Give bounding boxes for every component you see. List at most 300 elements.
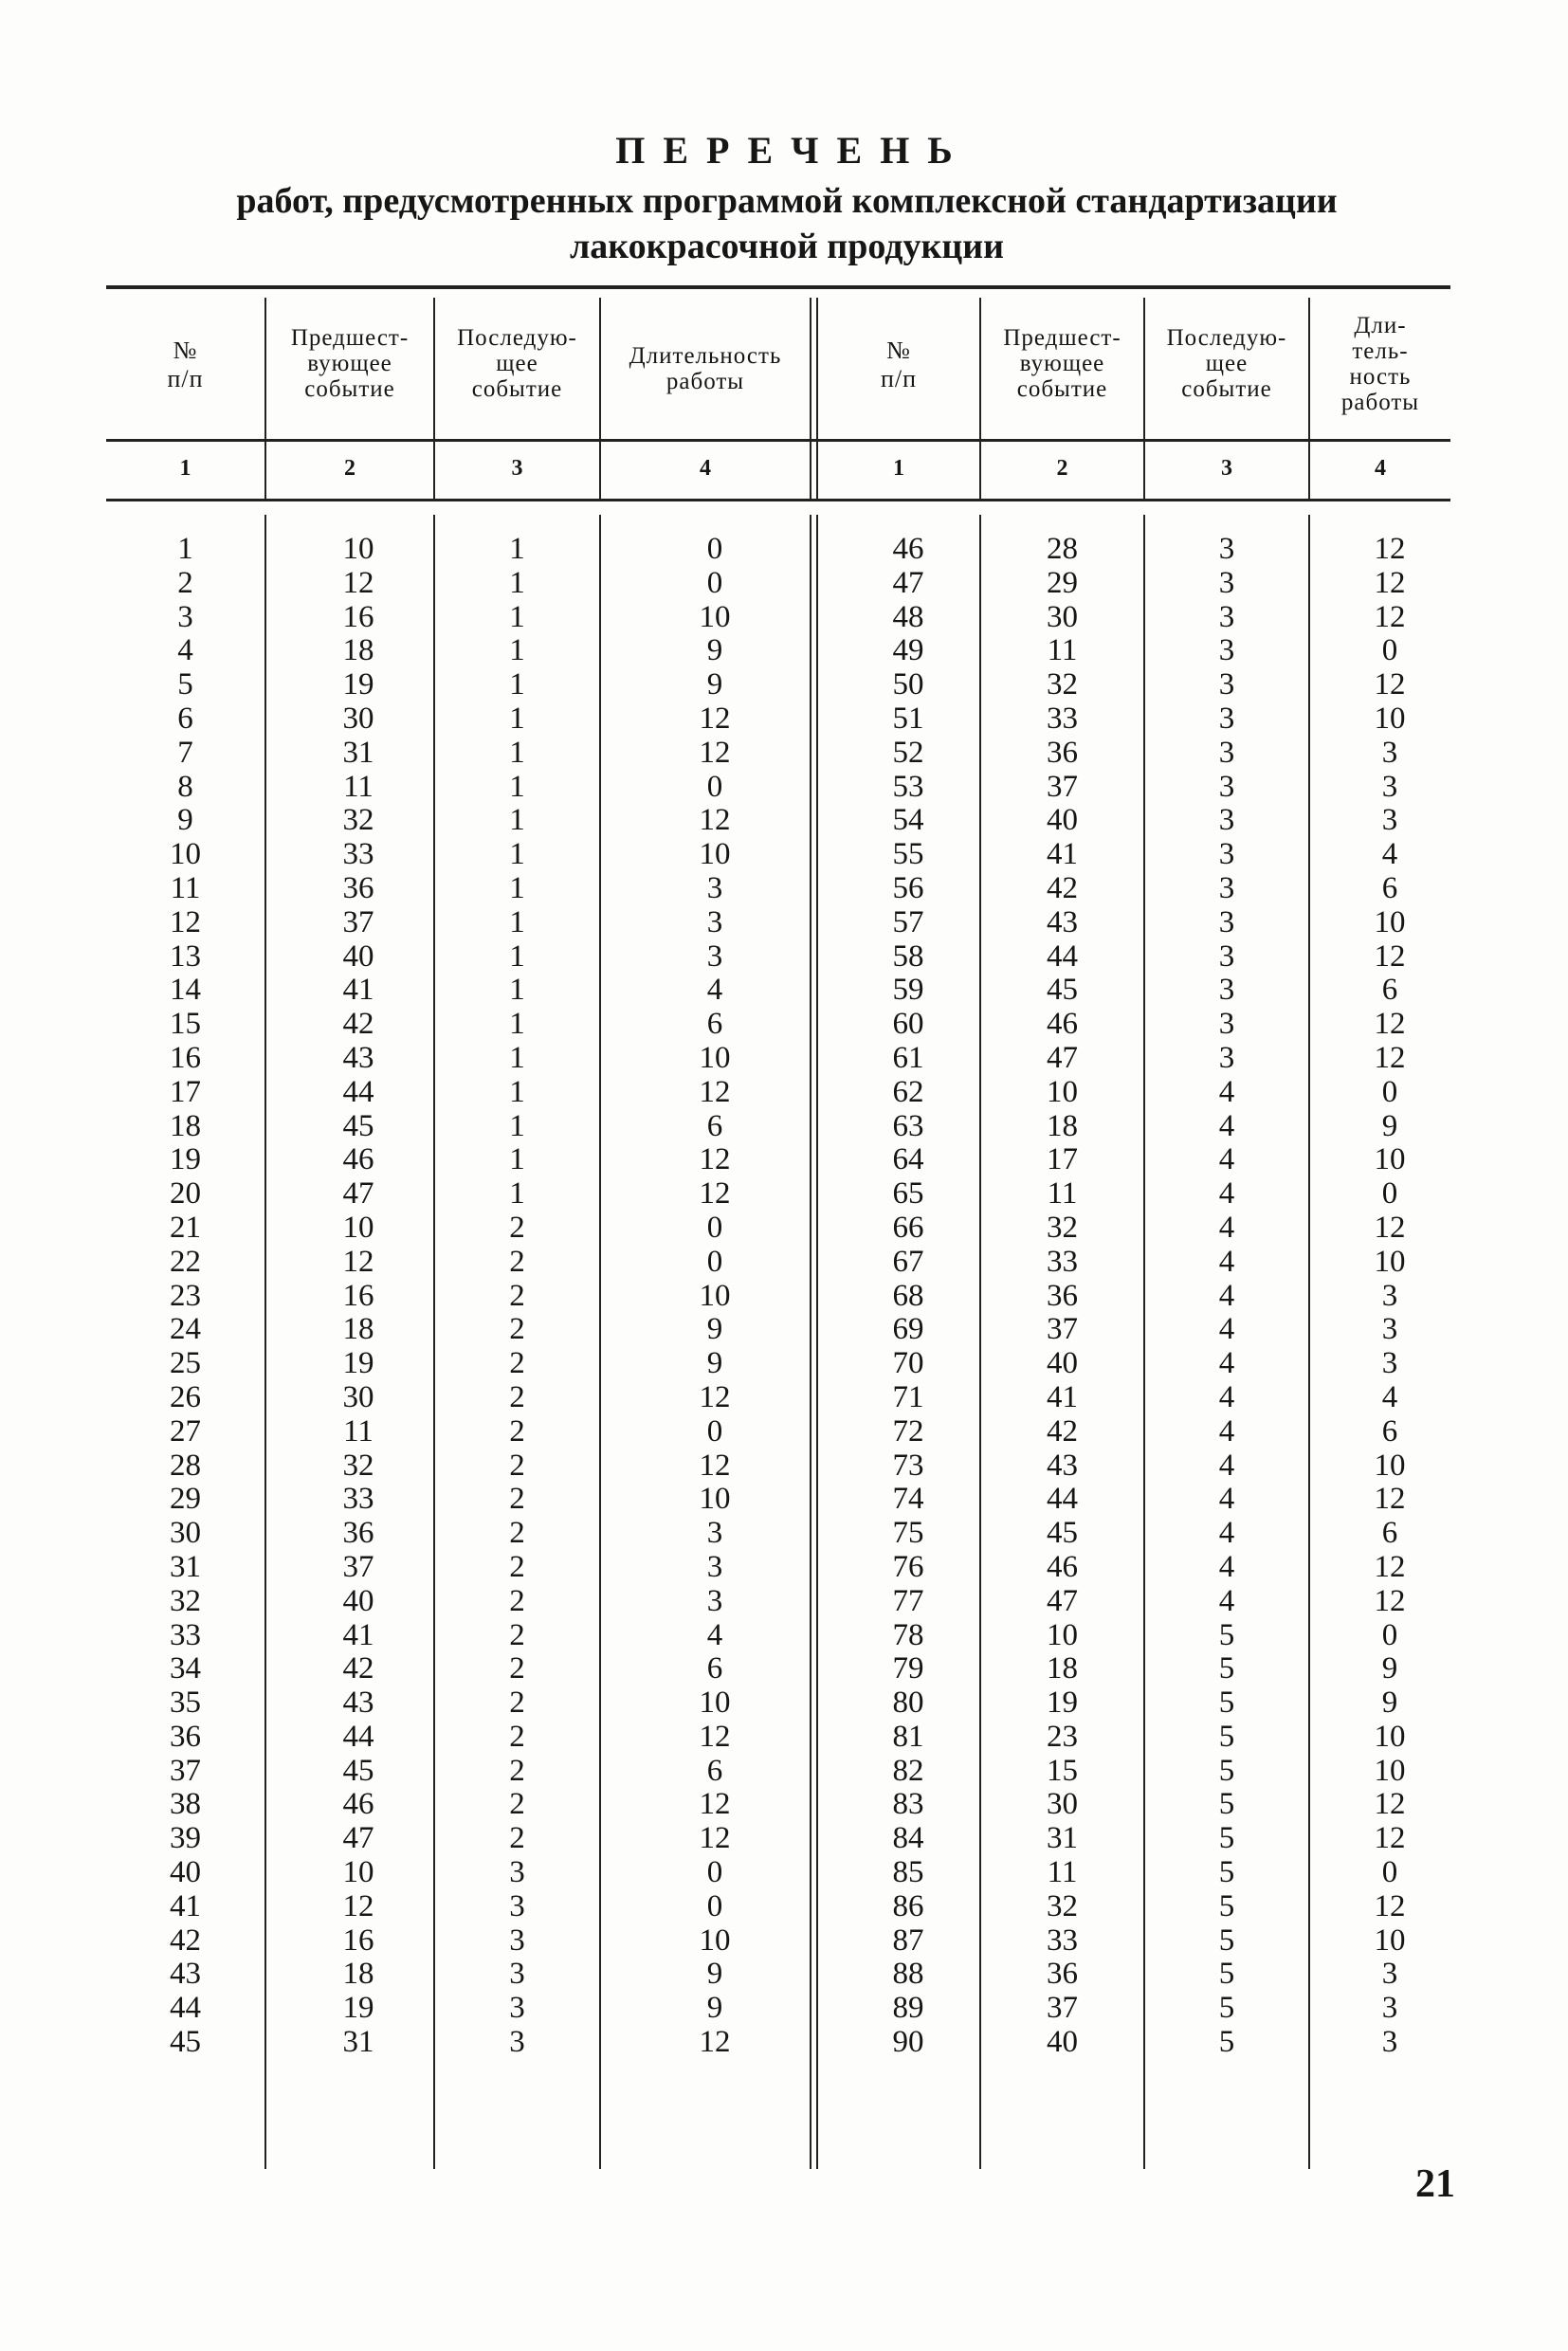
table-cell: 4	[1218, 1448, 1235, 1483]
table-cell: 41	[170, 1888, 201, 1923]
table-cell: 74	[892, 1482, 924, 1517]
table-cell: 40	[1047, 803, 1078, 838]
table-cell: 46	[1047, 1007, 1078, 1042]
table-cell: 3	[1218, 939, 1235, 974]
column-number: 4	[700, 456, 711, 481]
table-cell: 3	[1218, 701, 1235, 736]
table-cell: 0	[706, 1888, 723, 1923]
table-cell: 23	[1047, 1719, 1078, 1754]
table-cell: 40	[1047, 1346, 1078, 1381]
table-cell: 4	[1218, 1244, 1235, 1279]
table-cell: 3	[1218, 633, 1235, 668]
table-cell: 3	[1218, 973, 1235, 1008]
column-next-left	[435, 533, 599, 2060]
table-cell: 13	[170, 939, 201, 974]
table-cell: 10	[699, 1482, 731, 1517]
table-cell: 41	[1047, 837, 1078, 872]
table-cell: 41	[342, 973, 374, 1008]
table-cell: 78	[892, 1617, 924, 1652]
table-cell: 46	[892, 532, 924, 566]
table-cell: 12	[699, 1448, 731, 1483]
table-cell: 12	[170, 904, 201, 939]
table-cell: 4	[1218, 1312, 1235, 1347]
table-cell: 6	[706, 1007, 723, 1042]
table-cell: 32	[1047, 1210, 1078, 1245]
table-cell: 57	[892, 904, 924, 939]
table-cell: 11	[1047, 1855, 1078, 1890]
table-cell: 48	[892, 599, 924, 634]
table-cell: 2	[509, 1787, 525, 1822]
table-cell: 3	[1381, 735, 1398, 770]
column-next-right	[1145, 533, 1308, 2060]
header-no-left	[106, 337, 264, 393]
table-cell: 79	[892, 1651, 924, 1686]
table-cell: 9	[1381, 1686, 1398, 1721]
table-cell: 2	[509, 1821, 525, 1856]
table-cell: 32	[342, 1448, 374, 1483]
table-cell: 5	[1218, 1957, 1235, 1992]
table-cell: 43	[342, 1686, 374, 1721]
table-cell: 73	[892, 1448, 924, 1483]
table-cell: 10	[1374, 1244, 1406, 1279]
table-cell: 28	[1047, 532, 1078, 566]
table-cell: 50	[892, 667, 924, 702]
table-cell: 49	[892, 633, 924, 668]
table-cell: 3	[1381, 2025, 1398, 2060]
table-cell: 4	[706, 973, 723, 1008]
table-cell: 5	[1218, 1855, 1235, 1890]
column-number: 2	[1056, 456, 1068, 481]
table-cell: 5	[1218, 1888, 1235, 1923]
table-cell: 3	[509, 2025, 525, 2060]
table-cell: 36	[1047, 735, 1078, 770]
table-cell: 70	[892, 1346, 924, 1381]
table-cell: 12	[699, 1787, 731, 1822]
table-cell: 33	[1047, 1923, 1078, 1958]
table-cell: 36	[170, 1719, 201, 1754]
header-line: вующее	[307, 351, 392, 376]
table-cell: 12	[1374, 532, 1406, 566]
table-cell: 64	[892, 1142, 924, 1177]
table-cell: 10	[342, 532, 374, 566]
table-cell: 36	[342, 870, 374, 905]
table-cell: 36	[1047, 1957, 1078, 1992]
header-line: событие	[304, 376, 395, 402]
table-cell: 5	[177, 667, 193, 702]
numbers-bottom-rule	[106, 499, 1450, 501]
table-cell: 32	[342, 803, 374, 838]
column-number: 4	[1375, 456, 1386, 481]
table-cell: 10	[699, 1686, 731, 1721]
table-cell: 24	[170, 1312, 201, 1347]
table-cell: 3	[1218, 1040, 1235, 1075]
table-cell: 6	[706, 1753, 723, 1788]
table-cell: 33	[1047, 1244, 1078, 1279]
header-prev-event-left	[266, 325, 433, 402]
table-cell: 46	[1047, 1549, 1078, 1584]
table-cell: 1	[509, 973, 525, 1008]
table-cell: 40	[342, 1583, 374, 1618]
table-cell: 44	[1047, 1482, 1078, 1517]
table-cell: 26	[170, 1379, 201, 1414]
table-cell: 12	[1374, 1007, 1406, 1042]
table-cell: 30	[1047, 1787, 1078, 1822]
table-cell: 31	[1047, 1821, 1078, 1856]
table-cell: 15	[1047, 1753, 1078, 1788]
table-cell: 2	[509, 1583, 525, 1618]
table-cell: 5	[1218, 1686, 1235, 1721]
table-cell: 4	[1218, 1549, 1235, 1584]
table-cell: 19	[342, 1991, 374, 2026]
table-cell: 6	[706, 1651, 723, 1686]
table-cell: 1	[509, 1108, 525, 1143]
table-cell: 10	[699, 1278, 731, 1313]
table-cell: 43	[1047, 1448, 1078, 1483]
table-cell: 37	[342, 904, 374, 939]
table-cell: 45	[170, 2025, 201, 2060]
table-cell: 3	[509, 1888, 525, 1923]
table-cell: 44	[1047, 939, 1078, 974]
table-cell: 2	[509, 1753, 525, 1788]
table-cell: 12	[1374, 1787, 1406, 1822]
table-cell: 12	[1374, 667, 1406, 702]
table-cell: 0	[706, 1413, 723, 1449]
table-cell: 43	[1047, 904, 1078, 939]
table-cell: 0	[706, 1210, 723, 1245]
table-cell: 0	[706, 1244, 723, 1279]
table-cell: 42	[1047, 870, 1078, 905]
page-number: 21	[1415, 2162, 1455, 2206]
column-number: 3	[511, 456, 523, 481]
header-no-right	[818, 337, 979, 393]
column-duration-right	[1310, 533, 1469, 2060]
table-cell: 11	[343, 769, 374, 804]
table-cell: 44	[170, 1991, 201, 2026]
column-duration-left	[611, 533, 819, 2060]
table-cell: 4	[1218, 1516, 1235, 1551]
table-cell: 3	[1381, 1346, 1398, 1381]
table-cell: 12	[699, 1074, 731, 1109]
table-cell: 60	[892, 1007, 924, 1042]
table-cell: 5	[1218, 1923, 1235, 1958]
table-cell: 12	[1374, 599, 1406, 634]
table-cell: 81	[892, 1719, 924, 1754]
number-sign: №	[886, 337, 911, 364]
table-cell: 1	[509, 1007, 525, 1042]
table-cell: 12	[1374, 1040, 1406, 1075]
table-cell: 4	[1218, 1210, 1235, 1245]
table-cell: 71	[892, 1379, 924, 1414]
table-cell: 1	[177, 532, 193, 566]
header-line: Предшест-	[1003, 325, 1121, 351]
table-cell: 85	[892, 1855, 924, 1890]
header-line: тель-	[1352, 338, 1409, 364]
table-cell: 36	[342, 1516, 374, 1551]
table-cell: 12	[699, 1142, 731, 1177]
table-cell: 12	[699, 803, 731, 838]
table-cell: 42	[342, 1007, 374, 1042]
table-cell: 1	[509, 633, 525, 668]
table-cell: 2	[177, 565, 193, 600]
table-cell: 8	[177, 769, 193, 804]
table-cell: 3	[1218, 599, 1235, 634]
header-line: событие	[471, 376, 563, 402]
table-cell: 10	[170, 837, 201, 872]
table-cell: 69	[892, 1312, 924, 1347]
table-cell: 5	[1218, 1991, 1235, 2026]
table-cell: 3	[1381, 769, 1398, 804]
table-cell: 30	[342, 701, 374, 736]
table-cell: 32	[1047, 667, 1078, 702]
header-line: Дли-	[1354, 313, 1407, 338]
table-cell: 45	[1047, 1516, 1078, 1551]
table-cell: 3	[1218, 565, 1235, 600]
table-cell: 19	[1047, 1686, 1078, 1721]
table-cell: 33	[342, 1482, 374, 1517]
table-cell: 47	[342, 1821, 374, 1856]
table-cell: 21	[170, 1210, 201, 1245]
column-no-right	[828, 533, 989, 2060]
table-cell: 2	[509, 1379, 525, 1414]
table-cell: 10	[699, 1040, 731, 1075]
table-cell: 20	[170, 1176, 201, 1212]
table-cell: 82	[892, 1753, 924, 1788]
table-cell: 40	[1047, 2025, 1078, 2060]
header-line: ность	[1349, 364, 1412, 390]
column-number: 1	[179, 456, 191, 481]
table-cell: 18	[1047, 1108, 1078, 1143]
table-cell: 4	[1218, 1074, 1235, 1109]
column-prev-right	[981, 533, 1143, 2060]
table-cell: 37	[1047, 1991, 1078, 2026]
table-cell: 46	[342, 1787, 374, 1822]
table-cell: 11	[1047, 1176, 1078, 1212]
header-line: вующее	[1019, 351, 1105, 376]
table-cell: 10	[1374, 1923, 1406, 1958]
table-cell: 40	[342, 939, 374, 974]
table-cell: 5	[1218, 1651, 1235, 1686]
header-line: Предшест-	[290, 325, 410, 351]
header-prev-event-right	[981, 325, 1143, 402]
table-cell: 15	[170, 1007, 201, 1042]
table-cell: 12	[699, 701, 731, 736]
table-cell: 4	[1381, 1379, 1398, 1414]
table-cell: 45	[342, 1108, 374, 1143]
table-cell: 12	[699, 1176, 731, 1212]
table-cell: 10	[1374, 1753, 1406, 1788]
table-cell: 31	[342, 2025, 374, 2060]
table-cell: 2	[509, 1617, 525, 1652]
table-cell: 2	[509, 1244, 525, 1279]
table-cell: 2	[509, 1719, 525, 1754]
table-cell: 36	[1047, 1278, 1078, 1313]
table-cell: 5	[1218, 1617, 1235, 1652]
table-cell: 4	[1218, 1583, 1235, 1618]
table-cell: 10	[1047, 1617, 1078, 1652]
table-cell: 12	[1374, 1549, 1406, 1584]
table-cell: 17	[1047, 1142, 1078, 1177]
header-line: щее	[1205, 351, 1249, 376]
table-cell: 6	[706, 1108, 723, 1143]
table-cell: 47	[892, 565, 924, 600]
table-cell: 45	[1047, 973, 1078, 1008]
table-cell: 58	[892, 939, 924, 974]
table-cell: 37	[1047, 769, 1078, 804]
table-cell: 54	[892, 803, 924, 838]
table-cell: 5	[1218, 1787, 1235, 1822]
table-cell: 32	[170, 1583, 201, 1618]
table-cell: 0	[1381, 1617, 1398, 1652]
table-cell: 47	[1047, 1583, 1078, 1618]
table-cell: 44	[342, 1074, 374, 1109]
table-cell: 0	[1381, 633, 1398, 668]
table-cell: 66	[892, 1210, 924, 1245]
table-cell: 2	[509, 1651, 525, 1686]
table-cell: 9	[1381, 1108, 1398, 1143]
table-cell: 10	[699, 837, 731, 872]
table-cell: 2	[509, 1210, 525, 1245]
table-cell: 12	[699, 2025, 731, 2060]
table-cell: 2	[509, 1482, 525, 1517]
header-line: работы	[665, 369, 745, 394]
header-duration-left	[601, 343, 810, 394]
table-cell: 2	[509, 1413, 525, 1449]
table-cell: 87	[892, 1923, 924, 1958]
table-cell: 5	[1218, 1719, 1235, 1754]
table-cell: 12	[699, 1821, 731, 1856]
number-sign: №	[173, 337, 198, 364]
table-cell: 4	[1218, 1482, 1235, 1517]
header-line: Длительность	[629, 343, 782, 369]
table-cell: 12	[1374, 1583, 1406, 1618]
table-cell: 16	[170, 1040, 201, 1075]
table-cell: 1	[509, 701, 525, 736]
subtitle-line-1: работ, предусмотренных программой комплексной стандартизации	[236, 181, 1338, 221]
table-cell: 3	[509, 1923, 525, 1958]
table-cell: 4	[177, 633, 193, 668]
table-cell: 9	[706, 633, 723, 668]
table-cell: 56	[892, 870, 924, 905]
table-cell: 9	[706, 667, 723, 702]
table-cell: 33	[342, 837, 374, 872]
table-cell: 3	[1218, 532, 1235, 566]
table-cell: 9	[706, 1312, 723, 1347]
table-cell: 2	[509, 1516, 525, 1551]
table-cell: 10	[342, 1210, 374, 1245]
table-cell: 9	[1381, 1651, 1398, 1686]
table-cell: 18	[342, 1312, 374, 1347]
column-divider	[599, 515, 601, 2169]
table-cell: 5	[1218, 2025, 1235, 2060]
table-cell: 55	[892, 837, 924, 872]
column-number: 1	[893, 456, 904, 481]
table-cell: 45	[342, 1753, 374, 1788]
table-cell: 3	[1381, 1957, 1398, 1992]
table-cell: 2	[509, 1549, 525, 1584]
table-cell: 4	[706, 1617, 723, 1652]
table-cell: 88	[892, 1957, 924, 1992]
table-cell: 42	[1047, 1413, 1078, 1449]
table-cell: 25	[170, 1346, 201, 1381]
header-line: событие	[1016, 376, 1108, 402]
table-cell: 43	[170, 1957, 201, 1992]
table-cell: 3	[706, 1583, 723, 1618]
table-cell: 6	[177, 701, 193, 736]
table-cell: 32	[1047, 1888, 1078, 1923]
header-line: Последую-	[1166, 325, 1287, 351]
table-cell: 3	[177, 599, 193, 634]
subtitle-line-2: лакокрасочной продукции	[569, 227, 1005, 266]
table-cell: 3	[1218, 769, 1235, 804]
table-cell: 33	[1047, 701, 1078, 736]
table-cell: 0	[706, 565, 723, 600]
header-line: Последую-	[457, 325, 577, 351]
header-next-event-left	[435, 325, 599, 402]
table-cell: 9	[706, 1346, 723, 1381]
table-cell: 37	[342, 1549, 374, 1584]
table-cell: 12	[1374, 1888, 1406, 1923]
table-cell: 10	[1374, 701, 1406, 736]
table-cell: 4	[1381, 837, 1398, 872]
table-cell: 3	[1218, 837, 1235, 872]
table-cell: 10	[1374, 904, 1406, 939]
table-cell: 0	[706, 532, 723, 566]
table-cell: 65	[892, 1176, 924, 1212]
table-cell: 2	[509, 1278, 525, 1313]
table-cell: 9	[706, 1991, 723, 2026]
table-cell: 22	[170, 1244, 201, 1279]
table-cell: 3	[1381, 1991, 1398, 2026]
table-cell: 4	[1218, 1176, 1235, 1212]
table-cell: 0	[706, 1855, 723, 1890]
table-cell: 12	[699, 1379, 731, 1414]
table-cell: 28	[170, 1448, 201, 1483]
table-cell: 1	[509, 769, 525, 804]
table-cell: 1	[509, 939, 525, 974]
table-cell: 11	[343, 1413, 374, 1449]
table-cell: 1	[509, 1176, 525, 1212]
table-cell: 3	[1218, 904, 1235, 939]
table-cell: 90	[892, 2025, 924, 2060]
table-cell: 0	[1381, 1176, 1398, 1212]
table-cell: 0	[1381, 1855, 1398, 1890]
table-cell: 52	[892, 735, 924, 770]
header-line: щее	[496, 351, 538, 376]
table-cell: 9	[706, 1957, 723, 1992]
header-no-pp: п/п	[880, 365, 918, 392]
table-cell: 19	[342, 1346, 374, 1381]
table-cell: 1	[509, 735, 525, 770]
table-cell: 40	[170, 1855, 201, 1890]
table-cell: 6	[1381, 973, 1398, 1008]
table-cell: 30	[170, 1516, 201, 1551]
table-cell: 67	[892, 1244, 924, 1279]
table-cell: 2	[509, 1448, 525, 1483]
table-cell: 6	[1381, 1516, 1398, 1551]
header-line: событие	[1181, 376, 1272, 402]
table-cell: 1	[509, 803, 525, 838]
column-no-left	[106, 533, 264, 2060]
table-cell: 16	[342, 1923, 374, 1958]
table-cell: 10	[1374, 1142, 1406, 1177]
table-cell: 3	[509, 1855, 525, 1890]
table-cell: 1	[509, 532, 525, 566]
table-cell: 1	[509, 904, 525, 939]
table-cell: 76	[892, 1549, 924, 1584]
table-cell: 3	[509, 1957, 525, 1992]
column-number: 3	[1221, 456, 1232, 481]
table-cell: 5	[1218, 1821, 1235, 1856]
